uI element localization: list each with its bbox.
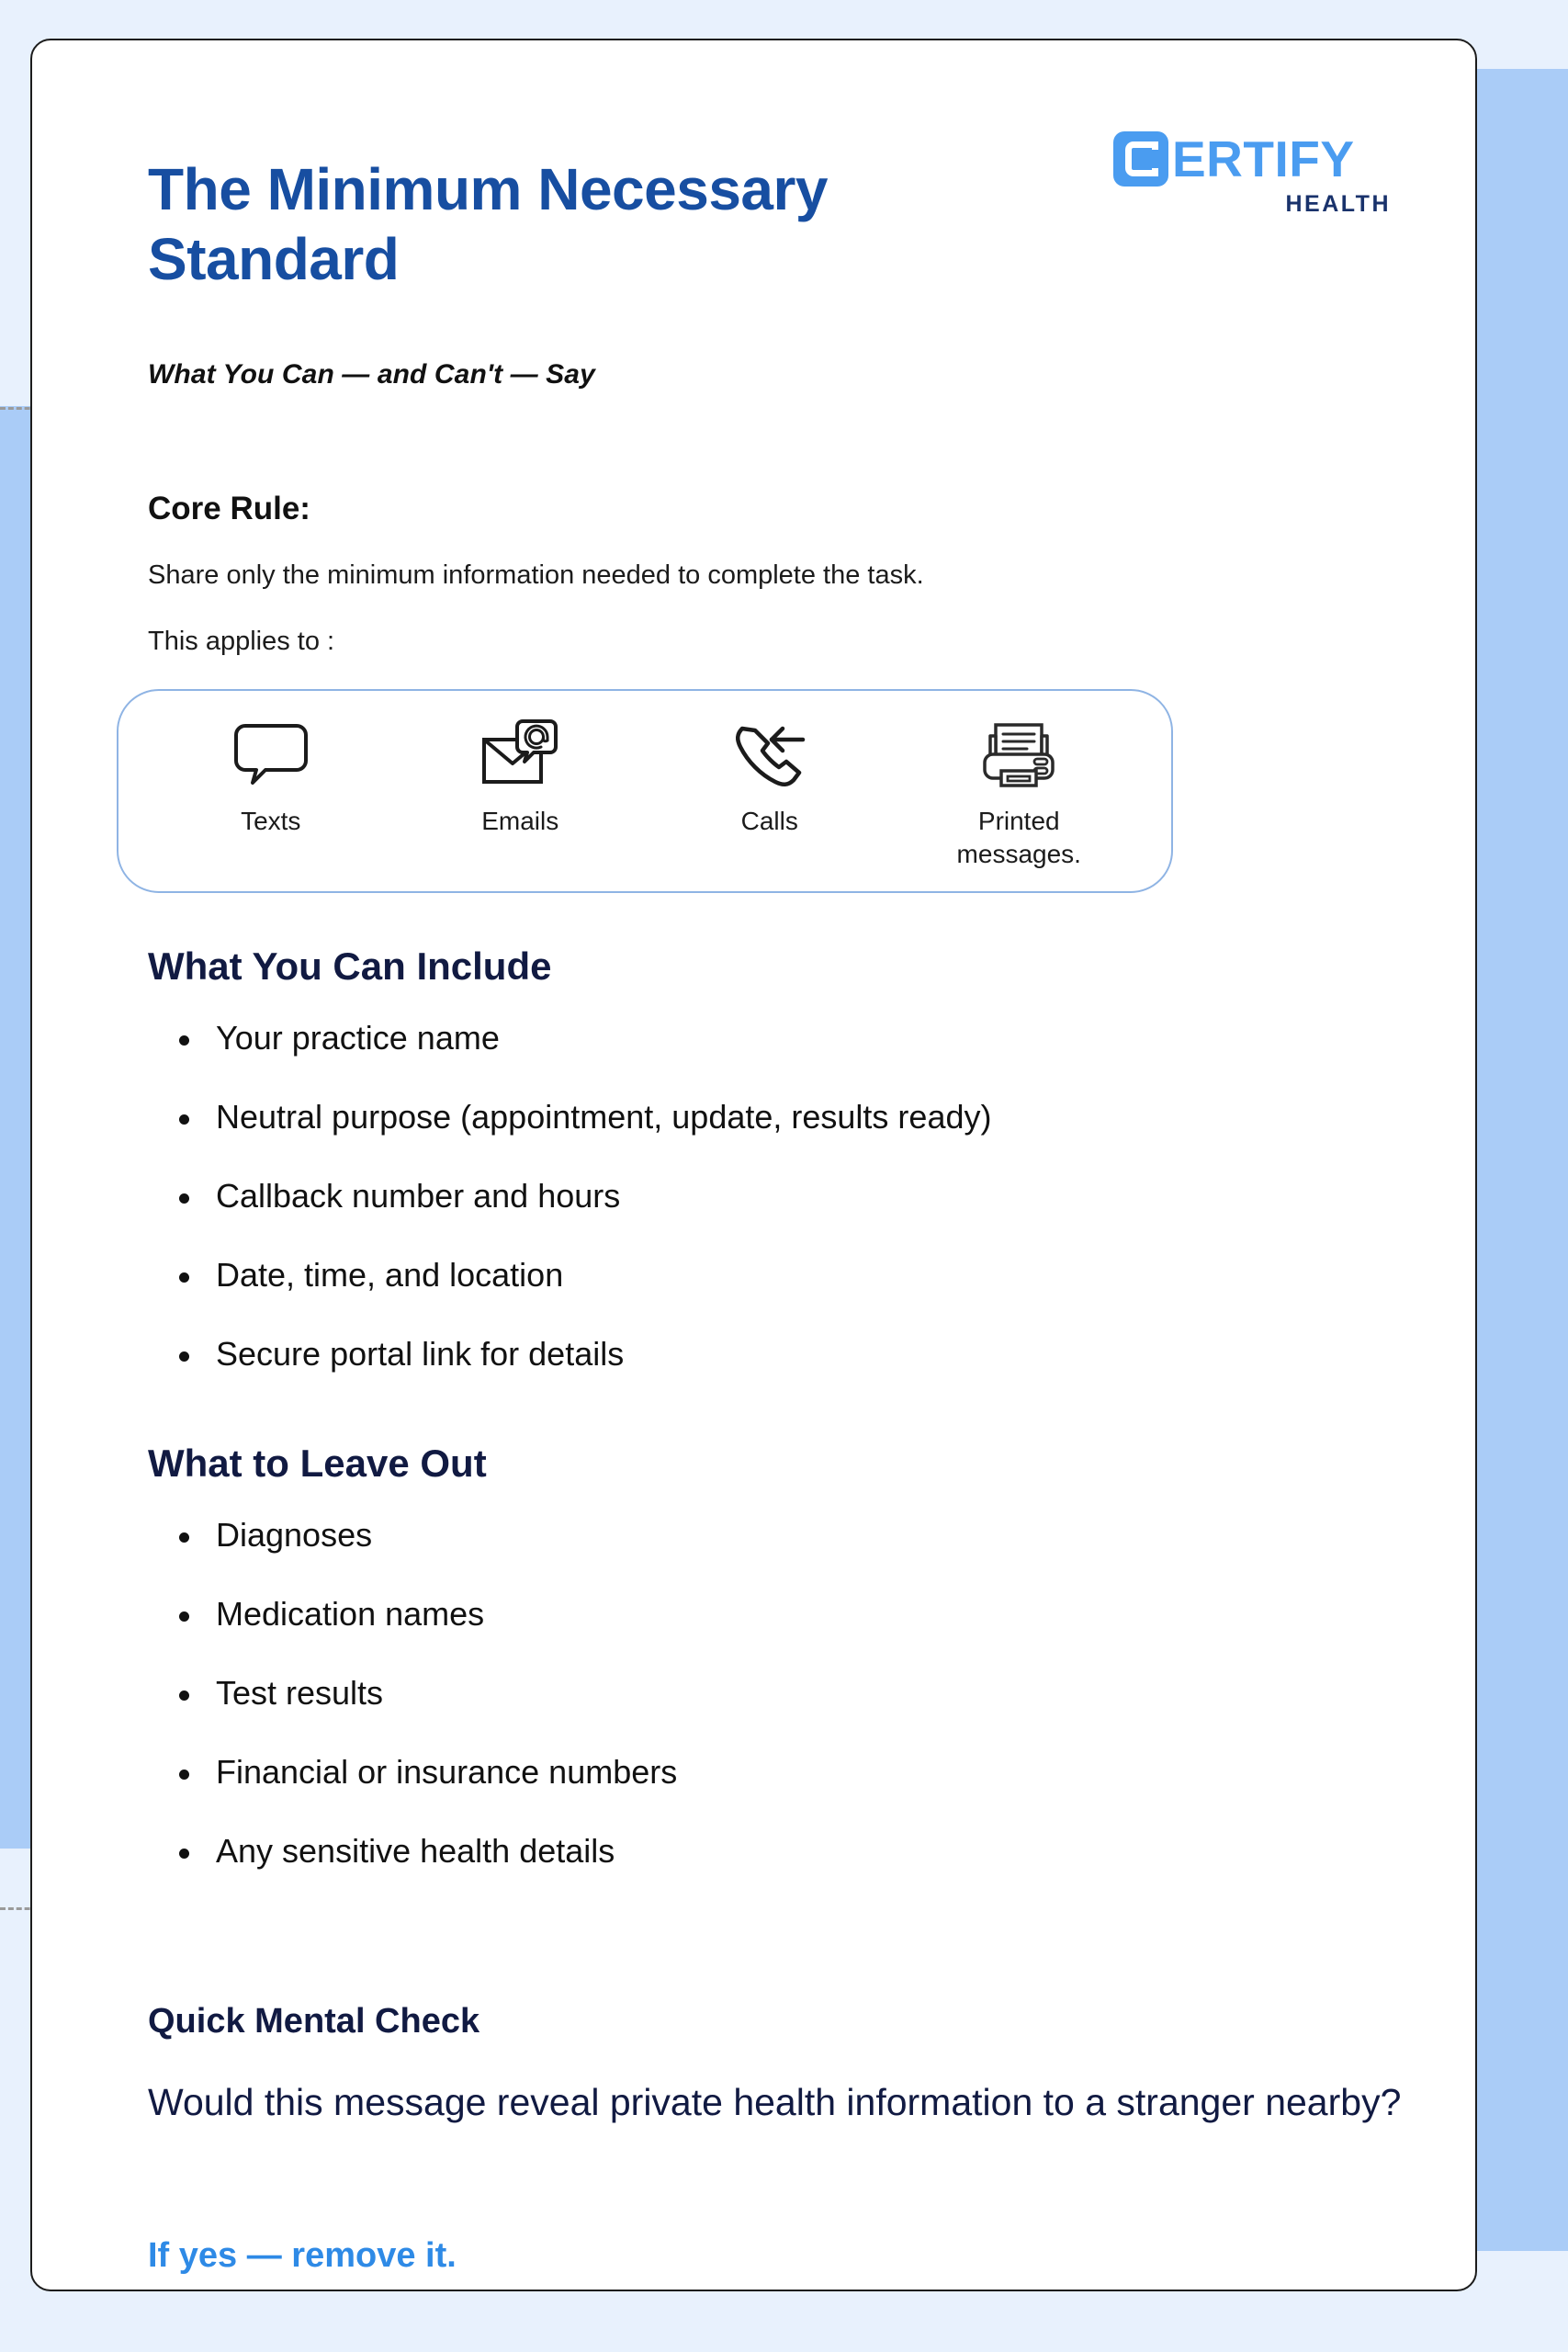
list-item: Medication names <box>216 1598 677 1677</box>
envelope-at-icon <box>480 711 559 796</box>
list-item: Secure portal link for details <box>216 1338 991 1417</box>
channel-emails <box>396 711 646 891</box>
logo-wordmark: ERTIFY <box>1172 130 1355 187</box>
printer-fax-icon <box>981 711 1056 796</box>
logo-subtext: HEALTH <box>1285 191 1391 217</box>
page-subtitle: What You Can — and Can't — Say <box>148 359 595 390</box>
list-item: Your practice name <box>216 1022 991 1101</box>
speech-bubble-icon <box>234 711 308 796</box>
infographic-card <box>30 39 1477 2291</box>
phone-incoming-icon <box>731 711 808 796</box>
page-title: The Minimum Necessary Standard <box>148 156 828 292</box>
list-item: Date, time, and location <box>216 1259 991 1338</box>
list-item: Diagnoses <box>216 1519 677 1598</box>
core-rule-text: Share only the minimum information needed to complete the task. <box>148 560 924 590</box>
channel-label: Calls <box>740 807 798 835</box>
certify-health-logo <box>1113 130 1398 219</box>
certify-c-mark-icon <box>1113 131 1168 187</box>
core-rule-heading: Core Rule: <box>148 491 310 526</box>
include-section-heading: What You Can Include <box>148 944 552 988</box>
quick-check-question: Would this message reveal private health information to a stranger nearby? <box>148 2081 1402 2123</box>
list-item: Neutral purpose (appointment, update, results ready) <box>216 1101 991 1180</box>
list-item: Financial or insurance numbers <box>216 1756 677 1835</box>
quick-check-answer: If yes — remove it. <box>148 2236 457 2275</box>
channel-printed-messages <box>895 711 1145 891</box>
core-rule-applies-label: This applies to : <box>148 627 335 656</box>
channel-label: Emails <box>481 807 559 835</box>
channel-label: Texts <box>241 807 301 835</box>
include-list <box>32 1019 992 1417</box>
channel-calls <box>645 711 895 891</box>
leave-out-list <box>32 1516 678 1914</box>
list-item: Callback number and hours <box>216 1180 991 1259</box>
channel-texts <box>146 711 396 891</box>
leave-out-section-heading: What to Leave Out <box>148 1442 487 1485</box>
channel-label: Printed messages. <box>956 807 1081 869</box>
channels-panel <box>117 689 1173 893</box>
list-item: Test results <box>216 1677 677 1756</box>
quick-check-heading: Quick Mental Check <box>148 2002 480 2041</box>
list-item: Any sensitive health details <box>216 1835 677 1914</box>
